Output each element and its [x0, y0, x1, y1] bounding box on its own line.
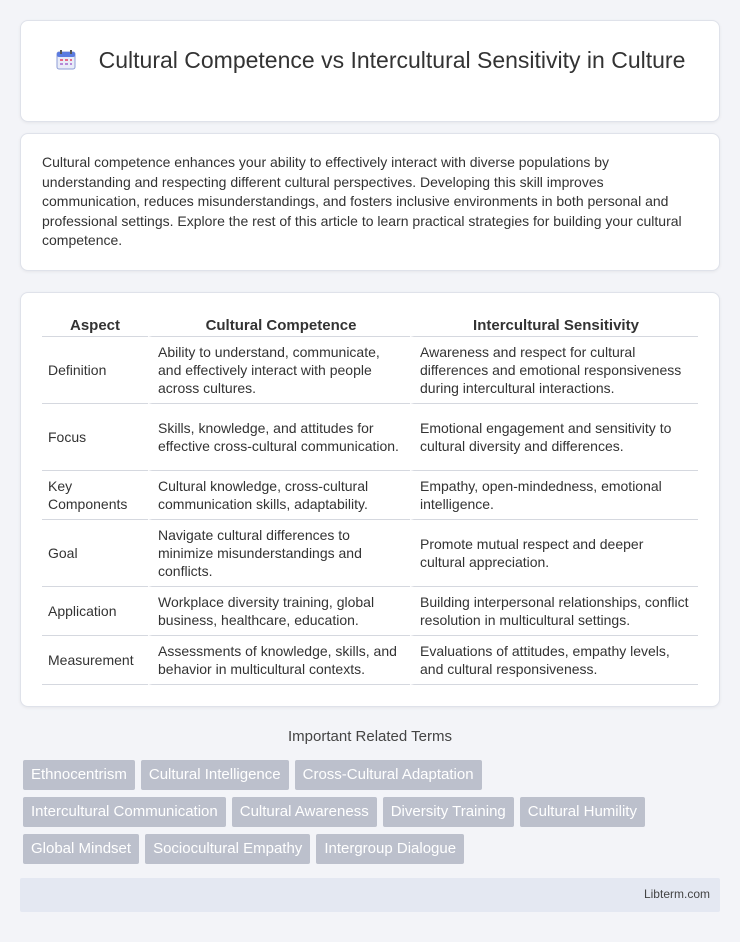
sensitivity-cell: Evaluations of attitudes, empathy levels, and cultural responsiveness.	[410, 636, 698, 685]
footer	[20, 878, 720, 912]
aspect-cell: Application	[42, 587, 148, 636]
tag-intergroup-dialogue[interactable]: Intergroup Dialogue	[316, 834, 464, 864]
competence-cell: Cultural knowledge, cross-cultural communication skills, adaptability.	[148, 471, 410, 520]
header-cultural-competence: Cultural Competence	[148, 315, 410, 337]
sensitivity-cell: Empathy, open-mindedness, emotional intelligence.	[410, 471, 698, 520]
page-title	[21, 45, 719, 75]
tag-row	[23, 797, 723, 834]
table-row	[42, 636, 698, 685]
table-row	[42, 337, 698, 404]
sensitivity-cell: Building interpersonal relationships, conflict resolution in multicultural settings.	[410, 587, 698, 636]
table-row	[42, 520, 698, 587]
tag-row	[23, 760, 723, 797]
calendar-icon	[55, 49, 77, 71]
header-intercultural-sensitivity: Intercultural Sensitivity	[410, 315, 698, 337]
aspect-cell: Definition	[42, 337, 148, 404]
table-header-row	[42, 315, 698, 337]
aspect-cell: Key Components	[42, 471, 148, 520]
tag-cross-cultural-adaptation[interactable]: Cross-Cultural Adaptation	[295, 760, 482, 790]
competence-cell: Assessments of knowledge, skills, and behavior in multicultural contexts.	[148, 636, 410, 685]
tag-row	[23, 834, 723, 871]
tag-ethnocentrism[interactable]: Ethnocentrism	[23, 760, 135, 790]
aspect-cell: Focus	[42, 404, 148, 471]
table-row	[42, 471, 698, 520]
table-row	[42, 404, 698, 471]
competence-cell: Skills, knowledge, and attitudes for effective cross-cultural communication.	[148, 404, 410, 471]
competence-cell: Workplace diversity training, global business, healthcare, education.	[148, 587, 410, 636]
aspect-cell: Measurement	[42, 636, 148, 685]
sensitivity-cell: Promote mutual respect and deeper cultural appreciation.	[410, 520, 698, 587]
sensitivity-cell: Emotional engagement and sensitivity to cultural diversity and differences.	[410, 404, 698, 471]
footer-site-link[interactable]: Libterm.com	[643, 887, 710, 901]
related-terms-title: Important Related Terms	[288, 728, 452, 745]
intro-card	[20, 133, 720, 271]
comparison-table	[42, 315, 698, 685]
table-row	[42, 587, 698, 636]
tag-diversity-training[interactable]: Diversity Training	[383, 797, 514, 827]
tag-cultural-awareness[interactable]: Cultural Awareness	[232, 797, 377, 827]
tag-cultural-humility[interactable]: Cultural Humility	[520, 797, 645, 827]
tag-intercultural-communication[interactable]: Intercultural Communication	[23, 797, 226, 827]
sensitivity-cell: Awareness and respect for cultural differences and emotional responsiveness during intercultural interactions.	[410, 337, 698, 404]
competence-cell: Ability to understand, communicate, and effectively interact with people across cultures.	[148, 337, 410, 404]
tag-global-mindset[interactable]: Global Mindset	[23, 834, 139, 864]
tag-cultural-intelligence[interactable]: Cultural Intelligence	[141, 760, 289, 790]
comparison-card	[20, 292, 720, 707]
tag-sociocultural-empathy[interactable]: Sociocultural Empathy	[145, 834, 310, 864]
related-terms-list	[23, 760, 723, 871]
page-title-text: Cultural Competence vs Intercultural Sensitivity in Culture	[98, 47, 686, 73]
intro-paragraph: Cultural competence enhances your ability to effectively interact with diverse populations by understanding and respecting different cultural perspectives. Developing this skill improves communication, reduces misunderstandings, and fosters inclusive environments in both personal and professional settings. Explore the rest of this article to learn practical strategies for building your cultural competence.	[42, 154, 682, 249]
header-aspect: Aspect	[42, 315, 148, 337]
aspect-cell: Goal	[42, 520, 148, 587]
competence-cell: Navigate cultural differences to minimize misunderstandings and conflicts.	[148, 520, 410, 587]
title-card	[20, 20, 720, 122]
